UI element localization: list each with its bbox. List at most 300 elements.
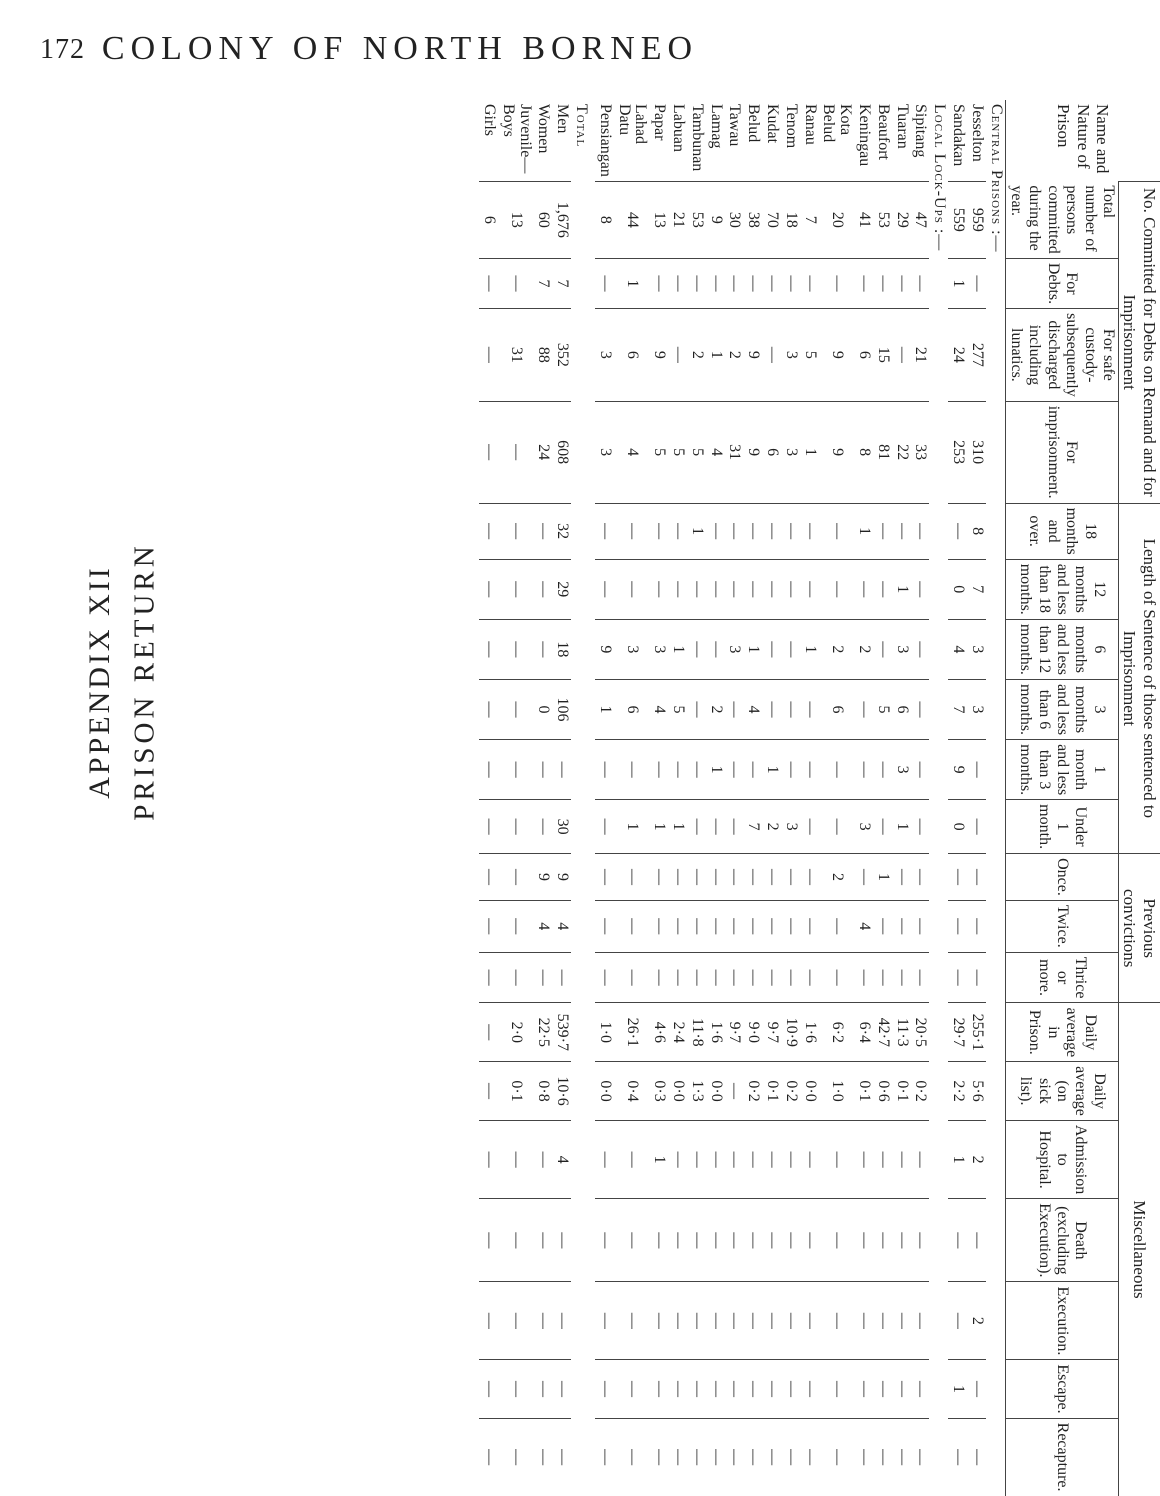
table-cell: 1·0 bbox=[595, 1003, 614, 1062]
prison-name: Kudat bbox=[764, 104, 781, 144]
table-cell: 3 bbox=[595, 309, 614, 402]
table-cell: 18 bbox=[781, 181, 800, 258]
table-cell: 0·0 bbox=[706, 1062, 725, 1121]
table-cell: — bbox=[819, 1360, 855, 1418]
table-cell: — bbox=[687, 619, 706, 679]
table-cell: 1 bbox=[614, 800, 650, 854]
table-cell: — bbox=[595, 740, 614, 800]
table-cell: — bbox=[479, 309, 498, 402]
table-cell: — bbox=[911, 740, 930, 800]
table-cell: — bbox=[762, 854, 781, 901]
table-cell: 2 bbox=[967, 1282, 986, 1360]
table-cell: 42·7 bbox=[873, 1003, 892, 1062]
column-header: Twice. bbox=[1005, 900, 1118, 952]
table-cell: — bbox=[479, 740, 498, 800]
table-cell: 559 bbox=[948, 181, 967, 258]
prison-name: Ranau bbox=[801, 104, 819, 145]
table-row bbox=[668, 100, 687, 1496]
table-cell: — bbox=[762, 900, 781, 952]
table-cell: — bbox=[595, 559, 614, 619]
table-cell: — bbox=[687, 800, 706, 854]
table-cell: 15 bbox=[873, 309, 892, 402]
column-header: 1 month and less than 3 months. bbox=[1005, 740, 1118, 800]
table-cell: — bbox=[743, 1199, 762, 1282]
table-cell: 0·0 bbox=[668, 1062, 687, 1121]
table-cell: — bbox=[873, 619, 892, 679]
table-cell: — bbox=[614, 1360, 650, 1418]
table-cell: — bbox=[614, 1199, 650, 1282]
table-cell: — bbox=[819, 503, 855, 559]
table-cell: — bbox=[892, 309, 911, 402]
table-cell: — bbox=[479, 1120, 498, 1198]
prison-name: Keningau bbox=[855, 104, 873, 167]
table-cell: — bbox=[595, 1418, 614, 1495]
table-cell: — bbox=[800, 854, 819, 901]
table-cell: 0·1 bbox=[498, 1062, 534, 1121]
table-cell: — bbox=[967, 800, 986, 854]
table-cell: — bbox=[911, 619, 930, 679]
table-cell: 1 bbox=[706, 309, 725, 402]
table-cell: 21 bbox=[668, 181, 687, 258]
table-cell: — bbox=[479, 952, 498, 1003]
table-cell: — bbox=[498, 258, 534, 308]
table-cell: 6·2 bbox=[819, 1003, 855, 1062]
table-cell: 3 bbox=[967, 679, 986, 739]
table-cell: 6 bbox=[762, 401, 781, 503]
table-cell: — bbox=[762, 1360, 781, 1418]
table-cell: — bbox=[892, 1360, 911, 1418]
section-header-row bbox=[929, 100, 948, 1496]
table-cell: — bbox=[873, 900, 892, 952]
table-cell: — bbox=[911, 503, 930, 559]
table-cell: — bbox=[725, 503, 744, 559]
table-row bbox=[967, 100, 986, 1496]
table-cell: — bbox=[552, 1418, 571, 1495]
table-cell: — bbox=[534, 503, 553, 559]
table-cell: — bbox=[873, 952, 892, 1003]
table-cell: 1 bbox=[762, 740, 781, 800]
table-row bbox=[781, 100, 800, 1496]
table-cell: — bbox=[819, 900, 855, 952]
table-cell: 1 bbox=[948, 1360, 967, 1418]
table-cell: — bbox=[668, 1418, 687, 1495]
section-title: Local Lock-Ups :— bbox=[931, 104, 949, 252]
table-cell: — bbox=[687, 740, 706, 800]
table-cell: 13 bbox=[649, 181, 668, 258]
table-cell: — bbox=[706, 1360, 725, 1418]
prison-return-title: PRISON RETURN bbox=[128, 542, 161, 821]
prison-name: Beaufort bbox=[874, 104, 892, 160]
table-cell: — bbox=[479, 1360, 498, 1418]
table-body bbox=[479, 100, 1005, 1496]
table-cell: 5 bbox=[668, 401, 687, 503]
table-cell: 352 bbox=[552, 309, 571, 402]
table-cell: — bbox=[725, 559, 744, 619]
table-cell: — bbox=[967, 1199, 986, 1282]
table-cell: 9 bbox=[743, 401, 762, 503]
table-cell: 2 bbox=[706, 679, 725, 739]
table-cell: 1 bbox=[668, 800, 687, 854]
table-row bbox=[948, 100, 967, 1496]
table-cell: — bbox=[534, 1199, 553, 1282]
table-cell: — bbox=[595, 1120, 614, 1198]
table-cell: 5 bbox=[687, 401, 706, 503]
table-cell: — bbox=[706, 619, 725, 679]
table-cell: 9 bbox=[743, 309, 762, 402]
column-header: Execution. bbox=[1005, 1282, 1118, 1360]
table-cell: — bbox=[534, 952, 553, 1003]
table-cell: 5·6 bbox=[967, 1062, 986, 1121]
table-cell: 26·1 bbox=[614, 1003, 650, 1062]
table-cell: 31 bbox=[725, 401, 744, 503]
table-row bbox=[911, 100, 930, 1496]
column-header: Once. bbox=[1005, 854, 1118, 901]
table-cell: — bbox=[948, 1418, 967, 1495]
table-cell: 0·2 bbox=[911, 1062, 930, 1121]
column-header: Name and Nature of Prison bbox=[1005, 100, 1160, 181]
table-cell: — bbox=[762, 1282, 781, 1360]
table-cell: 29·7 bbox=[948, 1003, 967, 1062]
column-header: Daily average in Prison. bbox=[1005, 1003, 1118, 1062]
table-cell: 24 bbox=[948, 309, 967, 402]
group-header-committed: No. Committed for Debts on Remand and for Imprisonment bbox=[1118, 181, 1160, 503]
table-cell: — bbox=[762, 619, 781, 679]
table-cell: — bbox=[687, 258, 706, 308]
table-cell: 3 bbox=[781, 309, 800, 402]
table-cell: — bbox=[725, 1062, 744, 1121]
table-cell: — bbox=[781, 1418, 800, 1495]
table-cell: 959 bbox=[967, 181, 986, 258]
table-cell: 3 bbox=[781, 401, 800, 503]
table-cell: 0·1 bbox=[854, 1062, 873, 1121]
table-cell: — bbox=[781, 619, 800, 679]
table-cell: — bbox=[892, 503, 911, 559]
totals-header-row bbox=[571, 100, 595, 1496]
table-cell: 38 bbox=[743, 181, 762, 258]
table-cell: 3 bbox=[649, 619, 668, 679]
table-cell: — bbox=[479, 679, 498, 739]
table-cell: — bbox=[911, 952, 930, 1003]
table-cell: 2·2 bbox=[948, 1062, 967, 1121]
table-cell: — bbox=[479, 900, 498, 952]
table-cell: — bbox=[668, 740, 687, 800]
table-cell: 8 bbox=[854, 401, 873, 503]
table-cell: 277 bbox=[967, 309, 986, 402]
totals-title: Total bbox=[573, 104, 591, 148]
table-cell: — bbox=[743, 258, 762, 308]
table-cell: 60 bbox=[534, 181, 553, 258]
table-cell: — bbox=[854, 679, 873, 739]
table-cell: — bbox=[668, 952, 687, 1003]
table-cell: — bbox=[706, 1282, 725, 1360]
column-header: Under 1 month. bbox=[1005, 800, 1118, 854]
table-cell: — bbox=[614, 559, 650, 619]
table-cell: 1,676 bbox=[552, 181, 571, 258]
table-cell: — bbox=[854, 740, 873, 800]
column-header: 12 months and less than 18 months. bbox=[1005, 559, 1118, 619]
table-cell: — bbox=[854, 1418, 873, 1495]
table-cell: — bbox=[668, 503, 687, 559]
table-cell: — bbox=[706, 559, 725, 619]
table-cell: — bbox=[800, 800, 819, 854]
table-cell: 21 bbox=[911, 309, 930, 402]
table-cell: — bbox=[534, 1120, 553, 1198]
table-cell: 6 bbox=[614, 679, 650, 739]
table-cell: — bbox=[781, 952, 800, 1003]
table-cell: — bbox=[614, 503, 650, 559]
table-cell: 0·3 bbox=[649, 1062, 668, 1121]
table-cell: — bbox=[479, 800, 498, 854]
table-cell: — bbox=[873, 740, 892, 800]
table-cell: — bbox=[892, 258, 911, 308]
table-cell: — bbox=[800, 258, 819, 308]
table-cell: 11·3 bbox=[892, 1003, 911, 1062]
table-cell: 5 bbox=[649, 401, 668, 503]
table-cell: — bbox=[687, 679, 706, 739]
column-header: 6 months and less than 12 months. bbox=[1005, 619, 1118, 679]
table-cell: — bbox=[595, 1199, 614, 1282]
table-cell: 1 bbox=[948, 1120, 967, 1198]
table-cell: — bbox=[743, 1120, 762, 1198]
table-cell: — bbox=[614, 1418, 650, 1495]
table-cell: 1 bbox=[649, 1120, 668, 1198]
table-cell: 1 bbox=[892, 559, 911, 619]
table-cell: 11·8 bbox=[687, 1003, 706, 1062]
table-cell: — bbox=[948, 854, 967, 901]
table-cell: — bbox=[911, 1282, 930, 1360]
table-cell: — bbox=[762, 309, 781, 402]
table-cell: 2 bbox=[854, 619, 873, 679]
prison-name: Papar bbox=[651, 104, 669, 141]
table-cell: — bbox=[819, 800, 855, 854]
table-cell: — bbox=[649, 1282, 668, 1360]
table-row bbox=[614, 100, 650, 1496]
table-cell: 29 bbox=[892, 181, 911, 258]
table-cell: — bbox=[743, 854, 762, 901]
table-cell: — bbox=[743, 740, 762, 800]
table-cell: — bbox=[781, 1282, 800, 1360]
column-header: Recapture. bbox=[1005, 1418, 1118, 1495]
table-cell: — bbox=[892, 1282, 911, 1360]
table-cell: — bbox=[498, 1418, 534, 1495]
table-cell: — bbox=[649, 503, 668, 559]
totals-label: Girls bbox=[481, 104, 499, 136]
table-cell: — bbox=[873, 800, 892, 854]
table-cell: 1·6 bbox=[800, 1003, 819, 1062]
table-cell: — bbox=[911, 1199, 930, 1282]
table-cell: — bbox=[595, 900, 614, 952]
table-cell: — bbox=[762, 559, 781, 619]
table-row bbox=[595, 100, 614, 1496]
table-cell: — bbox=[800, 900, 819, 952]
table-cell: 1 bbox=[892, 800, 911, 854]
table-cell: — bbox=[668, 1199, 687, 1282]
table-cell: — bbox=[687, 1282, 706, 1360]
table-cell: 53 bbox=[873, 181, 892, 258]
table-cell: — bbox=[649, 900, 668, 952]
table-cell: — bbox=[948, 1282, 967, 1360]
column-header: 18 months and over. bbox=[1005, 503, 1118, 559]
table-row bbox=[800, 100, 819, 1496]
table-cell: — bbox=[614, 952, 650, 1003]
table-cell: — bbox=[614, 854, 650, 901]
table-cell: — bbox=[762, 258, 781, 308]
table-cell: 0·0 bbox=[595, 1062, 614, 1121]
table-cell: 6 bbox=[614, 309, 650, 402]
table-row bbox=[762, 100, 781, 1496]
table-cell: — bbox=[687, 1360, 706, 1418]
table-cell: 4·6 bbox=[649, 1003, 668, 1062]
table-row bbox=[892, 100, 911, 1496]
table-cell: 4 bbox=[743, 679, 762, 739]
table-cell: — bbox=[725, 1120, 744, 1198]
table-cell: — bbox=[668, 900, 687, 952]
table-cell: 44 bbox=[614, 181, 650, 258]
table-cell: — bbox=[819, 1199, 855, 1282]
table-cell: 18 bbox=[552, 619, 571, 679]
table-cell: — bbox=[819, 1282, 855, 1360]
table-cell: 3 bbox=[614, 619, 650, 679]
table-cell: 1 bbox=[595, 679, 614, 739]
prison-name: Belud bbox=[745, 104, 763, 143]
group-header-previous: Previous convictions bbox=[1118, 854, 1160, 1003]
totals-row bbox=[479, 100, 498, 1496]
table-cell: 3 bbox=[967, 619, 986, 679]
table-cell: — bbox=[781, 679, 800, 739]
prison-name: Tambunan bbox=[688, 104, 706, 172]
table-cell: 1·0 bbox=[819, 1062, 855, 1121]
table-cell: 2·0 bbox=[498, 1003, 534, 1062]
table-cell: — bbox=[819, 559, 855, 619]
table-cell: 5 bbox=[800, 309, 819, 402]
table-cell: — bbox=[854, 854, 873, 901]
table-cell: — bbox=[911, 1120, 930, 1198]
table-cell: — bbox=[668, 1282, 687, 1360]
table-cell: — bbox=[800, 1199, 819, 1282]
table-cell: — bbox=[725, 900, 744, 952]
table-cell: — bbox=[743, 559, 762, 619]
column-header: For safe custody-subsequently discharged including lunatics. bbox=[1005, 309, 1118, 402]
table-cell: — bbox=[873, 1282, 892, 1360]
table-cell: — bbox=[552, 740, 571, 800]
table-cell: 9 bbox=[552, 854, 571, 901]
prison-name: Pensiangan bbox=[596, 104, 614, 177]
table-cell: — bbox=[911, 800, 930, 854]
table-cell: — bbox=[725, 740, 744, 800]
table-cell: — bbox=[687, 1199, 706, 1282]
table-cell: — bbox=[498, 740, 534, 800]
table-cell: — bbox=[743, 952, 762, 1003]
table-cell: — bbox=[743, 1282, 762, 1360]
table-cell: 1 bbox=[687, 503, 706, 559]
table-cell: 1 bbox=[706, 740, 725, 800]
prison-name: Tenom bbox=[782, 104, 800, 149]
table-cell: — bbox=[873, 559, 892, 619]
table-cell: — bbox=[800, 1418, 819, 1495]
prison-name: Sipitang bbox=[912, 104, 930, 158]
table-cell: 5 bbox=[873, 679, 892, 739]
table-cell: 310 bbox=[967, 401, 986, 503]
table-cell: 7 bbox=[552, 258, 571, 308]
table-cell: 88 bbox=[534, 309, 553, 402]
table-cell: 0·0 bbox=[800, 1062, 819, 1121]
table-cell: 30 bbox=[552, 800, 571, 854]
totals-label: Juvenile—Boys bbox=[499, 104, 534, 174]
table-cell: 9 bbox=[819, 401, 855, 503]
table-cell: — bbox=[498, 679, 534, 739]
running-head: COLONY OF NORTH BORNEO bbox=[101, 30, 699, 67]
table-cell: 7 bbox=[743, 800, 762, 854]
table-cell: — bbox=[948, 503, 967, 559]
table-cell: — bbox=[911, 1360, 930, 1418]
section-title: Central Prisons :— bbox=[987, 104, 1005, 253]
table-cell: 0·2 bbox=[743, 1062, 762, 1121]
table-cell: 608 bbox=[552, 401, 571, 503]
table-cell: — bbox=[781, 258, 800, 308]
table-cell: — bbox=[800, 679, 819, 739]
table-cell: — bbox=[687, 854, 706, 901]
table-cell: 1 bbox=[854, 503, 873, 559]
table-cell: — bbox=[967, 952, 986, 1003]
table-cell: — bbox=[552, 952, 571, 1003]
table-cell: 9 bbox=[595, 619, 614, 679]
table-cell: — bbox=[819, 952, 855, 1003]
table-cell: 1 bbox=[614, 258, 650, 308]
table-cell: — bbox=[762, 503, 781, 559]
table-cell: 20·5 bbox=[911, 1003, 930, 1062]
table-cell: — bbox=[781, 1199, 800, 1282]
table-cell: 4 bbox=[854, 900, 873, 952]
table-cell: 3 bbox=[892, 740, 911, 800]
table-cell: — bbox=[892, 1418, 911, 1495]
table-cell: 2 bbox=[819, 854, 855, 901]
table-cell: — bbox=[800, 559, 819, 619]
table-cell: — bbox=[743, 1418, 762, 1495]
table-cell: — bbox=[595, 800, 614, 854]
table-cell: 6·4 bbox=[854, 1003, 873, 1062]
table-cell: 10·9 bbox=[781, 1003, 800, 1062]
table-cell: — bbox=[873, 1199, 892, 1282]
table-cell: — bbox=[479, 1003, 498, 1062]
table-cell: 0·8 bbox=[534, 1062, 553, 1121]
column-header: 3 months and less than 6 months. bbox=[1005, 679, 1118, 739]
table-cell: 9·7 bbox=[762, 1003, 781, 1062]
table-cell: — bbox=[498, 503, 534, 559]
table-cell: 3 bbox=[781, 800, 800, 854]
table-cell: — bbox=[687, 1418, 706, 1495]
table-cell: — bbox=[873, 503, 892, 559]
table-cell: 0 bbox=[948, 559, 967, 619]
table-cell: 7 bbox=[800, 181, 819, 258]
table-cell: — bbox=[743, 503, 762, 559]
table-cell: — bbox=[614, 1120, 650, 1198]
table-cell: — bbox=[819, 258, 855, 308]
table-cell: — bbox=[800, 1120, 819, 1198]
table-row bbox=[819, 100, 855, 1496]
column-header: For imprisonment. bbox=[1005, 401, 1118, 503]
table-cell: — bbox=[911, 679, 930, 739]
table-row bbox=[854, 100, 873, 1496]
table-cell: 4 bbox=[552, 1120, 571, 1198]
table-cell: — bbox=[800, 1360, 819, 1418]
table-cell: — bbox=[687, 900, 706, 952]
table-cell: — bbox=[479, 401, 498, 503]
table-cell: 1 bbox=[800, 401, 819, 503]
table-cell: — bbox=[706, 1199, 725, 1282]
table-cell: 3 bbox=[725, 619, 744, 679]
table-cell: — bbox=[595, 952, 614, 1003]
table-cell: — bbox=[479, 1418, 498, 1495]
